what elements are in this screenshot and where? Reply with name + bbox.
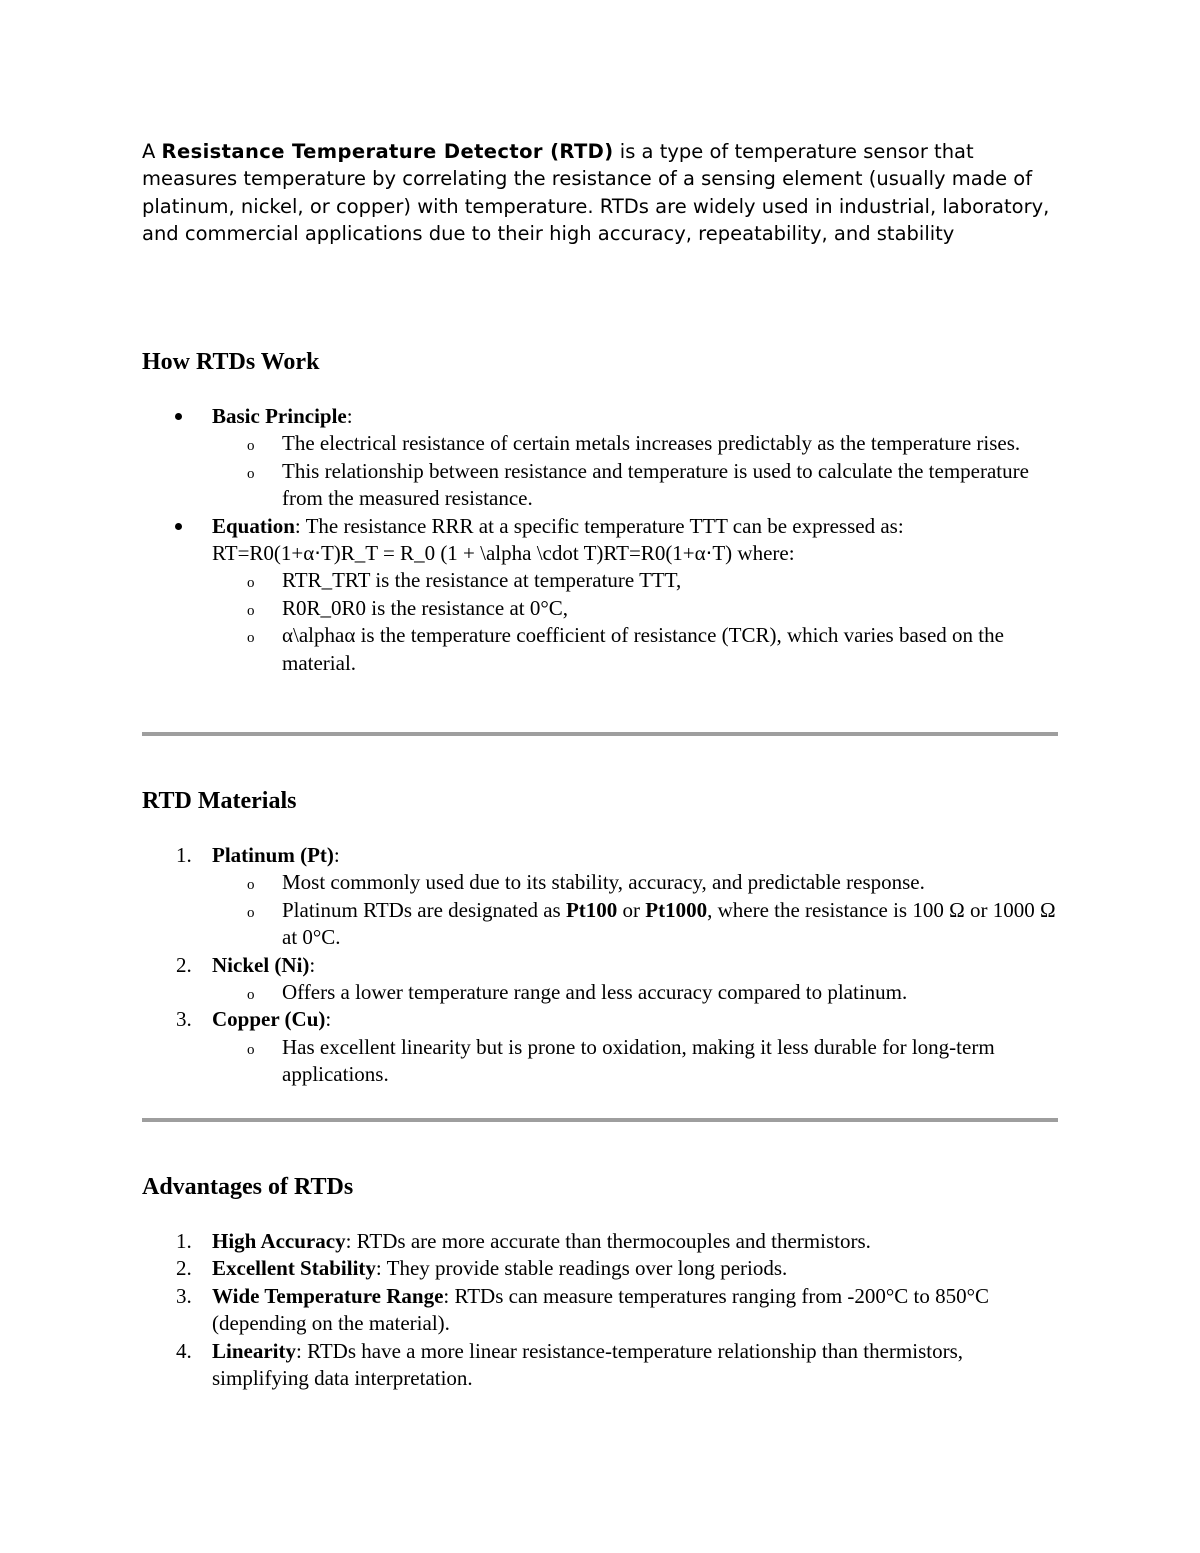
sub-list	[212, 979, 1062, 1006]
horizontal-rule	[142, 1118, 1058, 1122]
circle-bullet-icon: o	[247, 602, 255, 619]
item-term: Copper (Cu)	[212, 1007, 326, 1032]
circle-bullet-icon: o	[247, 438, 255, 455]
item-term: High Accuracy	[212, 1229, 346, 1253]
sub-list	[212, 567, 1062, 677]
sub-list-item	[212, 897, 1062, 952]
sub-list	[212, 869, 1062, 951]
circle-bullet-icon: o	[247, 987, 255, 1004]
sub-list-item	[212, 458, 1062, 513]
section-advantages	[142, 1173, 1062, 1392]
pt100-term: Pt100	[565, 897, 618, 922]
circle-bullet-icon: o	[247, 575, 255, 592]
intro-prefix: A	[142, 140, 162, 163]
item-number: 1.	[176, 1229, 192, 1253]
item-number: 3.	[176, 1007, 192, 1032]
item-term: Wide Temperature Range	[212, 1283, 444, 1308]
item-text: :	[309, 952, 316, 977]
item-text: :	[346, 404, 353, 428]
item-term: Equation	[212, 513, 295, 538]
item-text: :	[333, 843, 340, 867]
sub-list-item	[212, 430, 1062, 457]
how-list	[142, 403, 1062, 677]
item-text: : They provide stable readings over long periods.	[375, 1256, 788, 1281]
sub-list-item	[212, 567, 1062, 594]
heading-advantages: Advantages of RTDs	[142, 1174, 354, 1200]
item-number: 1.	[176, 843, 192, 867]
intro-term: Resistance Temperature Detector (RTD)	[161, 140, 614, 163]
item-number: 2.	[176, 952, 192, 977]
circle-bullet-icon: o	[247, 904, 255, 921]
list-item	[142, 1006, 1062, 1088]
sub-list-item	[212, 622, 1062, 677]
sub-item-text: RTR_TRT is the resistance at temperature TTT,	[282, 568, 682, 593]
item-text: : The resistance RRR at a specific temperature TTT can be expressed as: RT=R0(1+α⋅T)R_T = R_0 (1 + \alpha \cdot T)RT=R0(1+α⋅T) where:	[212, 513, 904, 566]
materials-list	[142, 842, 1062, 1089]
intro-paragraph	[142, 138, 1054, 247]
sub-list-item	[212, 1034, 1062, 1089]
item-term: Linearity	[212, 1338, 296, 1363]
intro-text: is a type of temperature sensor that measures temperature by correlating the resistance of a sensing element (usually made of platinum, nickel, or copper) with temperature. RTDs are widely used in industrial, laboratory, and commercial applications due to their high accuracy, repeatability, and stability	[142, 140, 1050, 245]
horizontal-rule	[142, 732, 1058, 736]
section-how-rtds-work	[142, 348, 1062, 677]
item-number: 4.	[176, 1338, 192, 1363]
list-item	[142, 403, 1062, 513]
item-number: 3.	[176, 1283, 192, 1308]
sub-item-text: Platinum RTDs are designated as	[282, 897, 566, 922]
item-text: :	[325, 1007, 332, 1032]
sub-item-text: or	[617, 897, 646, 922]
sub-item-text: The electrical resistance of certain metals increases predictably as the temperature rises.	[282, 431, 1021, 456]
sub-item-text: α\alphaα is the temperature coefficient of resistance (TCR), which varies based on the material.	[282, 623, 1004, 675]
circle-bullet-icon: o	[247, 1041, 255, 1058]
heading-rtd-materials: RTD Materials	[142, 788, 297, 814]
item-term: Basic Principle	[212, 404, 347, 428]
sub-list-item	[212, 979, 1062, 1006]
list-item	[142, 1338, 1062, 1393]
sub-item-text: Most commonly used due to its stability, accuracy, and predictable response.	[282, 870, 925, 895]
sub-item-text: Offers a lower temperature range and less accuracy compared to platinum.	[282, 980, 908, 1005]
list-item	[142, 842, 1062, 952]
sub-list	[212, 1034, 1062, 1089]
circle-bullet-icon: o	[247, 630, 255, 647]
list-item	[142, 513, 1062, 677]
sub-list	[212, 430, 1062, 512]
item-term: Platinum (Pt)	[212, 843, 334, 867]
bullet-icon	[175, 413, 182, 420]
bullet-icon	[175, 523, 182, 530]
item-number: 2.	[176, 1256, 192, 1281]
item-term: Nickel (Ni)	[212, 952, 310, 977]
item-text: : RTDs have a more linear resistance-temperature relationship than thermistors, simplifying data interpretation.	[212, 1338, 964, 1391]
sub-item-text: Has excellent linearity but is prone to oxidation, making it less durable for long-term applications.	[282, 1034, 995, 1087]
circle-bullet-icon: o	[247, 877, 255, 894]
list-item	[142, 1255, 1062, 1282]
item-term: Excellent Stability	[212, 1256, 376, 1281]
sub-item-text: , where the resistance is 100 Ω or 1000 Ω at 0°C.	[282, 897, 1056, 950]
sub-list-item	[212, 869, 1062, 896]
section-rtd-materials	[142, 787, 1062, 1089]
list-item	[142, 1228, 1062, 1255]
item-text: : RTDs are more accurate than thermocouples and thermistors.	[345, 1229, 871, 1253]
item-text: : RTDs can measure temperatures ranging from -200°C to 850°C (depending on the material).	[212, 1283, 990, 1336]
advantages-list	[142, 1228, 1062, 1392]
heading-how-rtds-work: How RTDs Work	[142, 349, 320, 375]
list-item	[142, 1283, 1062, 1338]
pt1000-term: Pt1000	[645, 897, 708, 922]
circle-bullet-icon: o	[247, 465, 255, 482]
sub-item-text: This relationship between resistance and temperature is used to calculate the temperature from the measured resistance.	[282, 458, 1029, 511]
list-item	[142, 952, 1062, 1007]
sub-list-item	[212, 595, 1062, 622]
sub-item-text: R0R_0R0 is the resistance at 0°C,	[282, 595, 569, 620]
